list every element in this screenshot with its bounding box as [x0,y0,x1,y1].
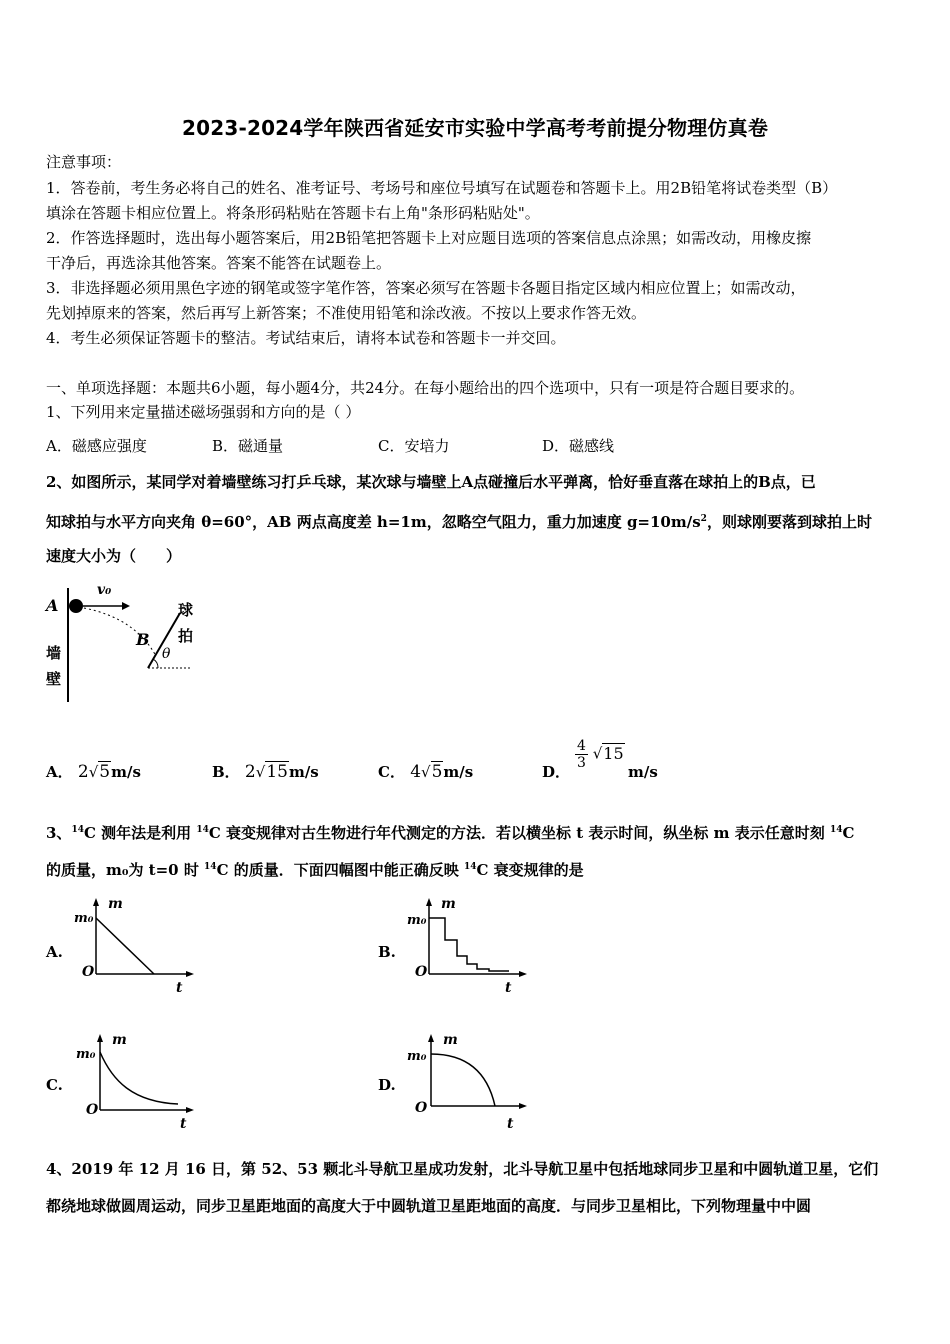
q2-figure [40,578,210,708]
decay-line [96,918,154,974]
decay-steps [429,918,509,971]
label-v0: v₀ [97,582,112,598]
q1-option-c: C．安培力 [378,437,450,455]
svg-text:m₀: m₀ [76,1047,96,1062]
q3-graph-c [72,1030,202,1130]
svg-text:m: m [108,896,123,912]
label-racket-1: 球 [178,601,194,619]
question-1-stem: 1、下列用来定量描述磁场强弱和方向的是（ ） [46,403,361,421]
question-4-line2: 都绕地球做圆周运动，同步卫星距地面的高度大于中圆轨道卫星距地面的高度．与同步卫星相比，下列物理量中中圆 [46,1197,812,1215]
q1-option-a: A．磁感应强度 [46,437,147,455]
decay-curve [100,1052,178,1104]
svg-text:t: t [176,980,183,994]
q3-graph-b [405,894,535,994]
svg-text:O: O [82,964,95,980]
label-theta: θ [162,646,171,662]
q2-option-d-label: D． [542,763,571,781]
q3-label-d: D. [378,1076,396,1094]
q1-option-d: D．磁感线 [542,437,615,455]
svg-text:m₀: m₀ [407,1049,427,1064]
q3-label-a: A. [46,943,63,961]
q3-graph-d [405,1030,535,1130]
svg-text:t: t [507,1116,514,1130]
svg-text:m: m [112,1032,127,1048]
q2-option-d-unit: m/s [628,763,658,781]
notice-line: 1．答卷前，考生务必将自己的姓名、准考证号、考场号和座位号填写在试题卷和答题卡上。用2B铅笔将试卷类型（B） [46,179,838,197]
notice-line: 3．非选择题必须用黑色字迹的钢笔或签字笔作答，答案必须写在答题卡各题目指定区域内相应位置上；如需改动， [46,279,806,297]
section-heading: 一、单项选择题：本题共6小题，每小题4分，共24分。在每小题给出的四个选项中，只有一项是符合题目要求的。 [46,379,805,397]
decay-curve [431,1054,495,1106]
svg-text:t: t [180,1116,187,1130]
notice-line: 先划掉原来的答案，然后再写上新答案；不准使用铅笔和涂改液。不按以上要求作答无效。 [46,304,647,322]
label-wall-2: 壁 [46,670,62,688]
svg-text:t: t [505,980,512,994]
notice-line: 干净后，再选涂其他答案。答案不能答在试题卷上。 [46,254,392,272]
svg-text:m₀: m₀ [74,911,94,926]
notice-line: 4．考生必须保证答题卡的整洁。考试结束后，请将本试卷和答题卡一并交回。 [46,329,566,347]
svg-text:m₀: m₀ [407,913,427,928]
label-a: A [46,596,59,615]
q3-graph-a [72,894,202,994]
ball [69,599,83,613]
question-2-line3: 速度大小为（ ） [46,547,182,565]
q2-option-b: B． 2√15m/s [212,762,319,782]
svg-text:O: O [415,964,428,980]
question-3-line2: 的质量，m₀为 t=0 时 $^{14}$C 的质量．下面四幅图中能正确反映 $^{14}$C 衰变规律的是 [46,861,584,879]
q2-option-d-fraction: $\frac{4}{3}$ √15 [577,738,624,771]
question-3-line1: 3、$^{14}$C 测年法是利用 $^{14}$C 衰变规律对古生物进行年代测定的方法．若以横坐标 t 表示时间，纵坐标 m 表示任意时刻 $^{14}$C [46,824,855,842]
svg-text:m: m [443,1032,458,1048]
question-4-line1: 4、2019 年 12 月 16 日，第 52、53 颗北斗导航卫星成功发射，北斗导航卫星中包括地球同步卫星和中圆轨道卫星，它们 [46,1160,879,1178]
q2-option-c: C． 4√5m/s [378,762,474,782]
label-racket-2: 拍 [178,627,194,645]
notice-line: 填涂在答题卡相应位置上。将条形码粘贴在答题卡右上角"条形码粘贴处"。 [46,204,540,222]
svg-text:O: O [415,1100,428,1116]
q2-option-a: A． 2√5m/s [46,762,141,782]
label-wall-1: 墙 [46,644,62,662]
label-b: B [136,630,150,649]
notice-heading: 注意事项： [46,153,122,171]
svg-text:m: m [441,896,456,912]
question-2-line1: 2、如图所示，某同学对着墙壁练习打乒乓球，某次球与墙壁上A点碰撞后水平弹离，恰好垂直落在球拍上的B点，已 [46,473,816,491]
svg-text:O: O [86,1102,99,1118]
q1-option-b: B．磁通量 [212,437,284,455]
q3-label-b: B. [378,943,396,961]
notice-line: 2．作答选择题时，选出每小题答案后，用2B铅笔把答题卡上对应题目选项的答案信息点涂黑；如需改动，用橡皮擦 [46,229,812,247]
page-title: 2023-2024学年陕西省延安市实验中学高考考前提分物理仿真卷 [181,116,769,140]
question-2-line2: 知球拍与水平方向夹角 θ=60°，AB 两点高度差 h=1m，忽略空气阻力，重力加速度 $g=10m/s^2$，则球刚要落到球拍上时 [46,513,872,531]
q3-label-c: C. [46,1076,63,1094]
